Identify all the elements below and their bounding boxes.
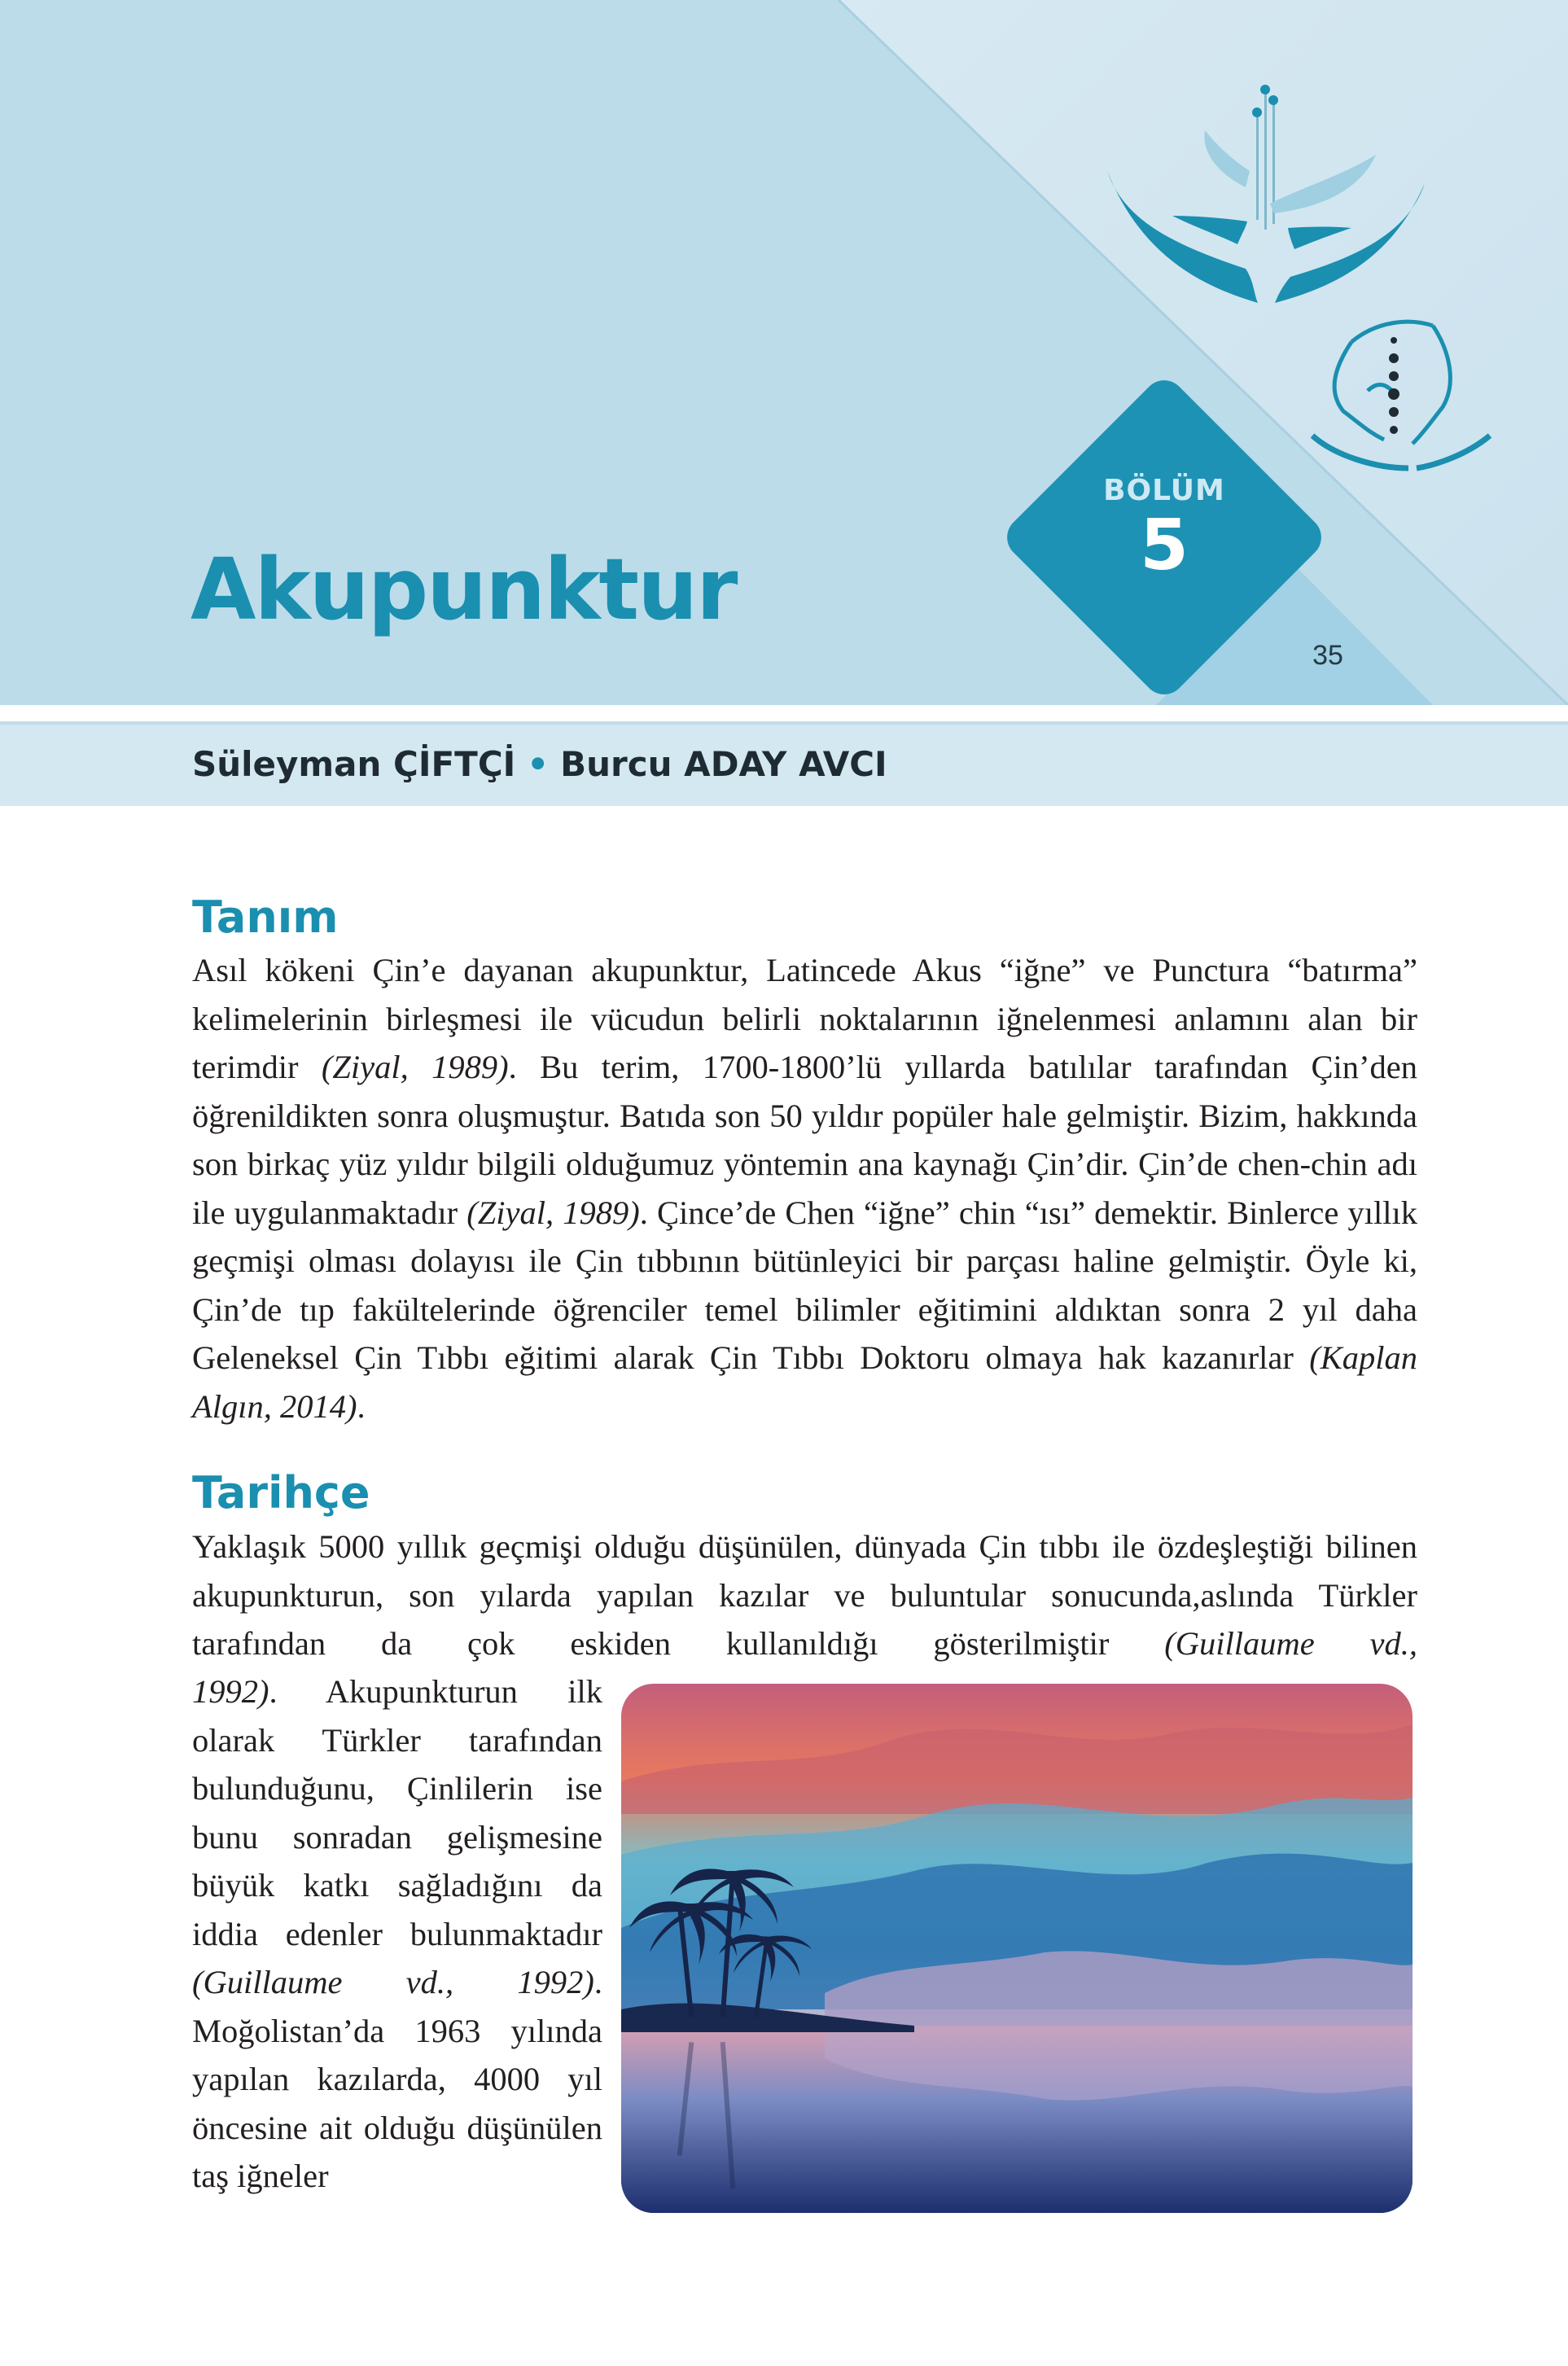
citation: (Ziyal, 1989) [321, 1049, 509, 1085]
text-run: . Moğolistan’da 1963 yılında yapılan kazılarda, 4000 yıl öncesine ait olduğu düşünülen taş iğneler [192, 1964, 602, 2194]
paragraph-tarihce-full [192, 1523, 1417, 1668]
author-separator: • [527, 744, 550, 784]
authors [192, 744, 887, 784]
section-heading-tanim: Tanım [192, 892, 339, 943]
author-second: Burcu ADAY AVCI [560, 744, 887, 784]
author-first: Süleyman ÇİFTÇİ [192, 744, 516, 784]
citation: (Guillaume vd., [1164, 1625, 1417, 1662]
paragraph-tarihce-wrap [192, 1667, 602, 2201]
text-run: . [357, 1387, 366, 1425]
section-heading-tarihce: Tarihçe [192, 1467, 370, 1518]
tropical-lake-sunset-image [621, 1684, 1413, 2213]
chapter-number: 5 [1140, 505, 1189, 586]
text-run: Yaklaşık 5000 yıllık geçmişi olduğu düşünülen, dünyada Çin tıbbı ile özdeşleştiği bilinen akupunkturun, son yılarda yapılan kazılar ve buluntular sonucunda,aslında Türkler tarafından da çok eskiden kullanıldığı gösterilmiştir [192, 1528, 1417, 1662]
paragraph-tanim [192, 946, 1417, 1431]
text-run: . Çince’de Chen “iğne” chin “ısı” demektir. Binlerce yıllık geçmişi olması dolayısı ile Çin tıbbının bütünleyici bir parçası haline gelmiştir. Öyle ki, Çin’de tıp fakültelerinde öğrenciler temel bilimler eğitimini aldıktan sonra 2 yıl daha Geleneksel Çin Tıbbı eğitimi alarak Çin Tıbbı Doktoru olmaya hak kazanırlar [192, 1194, 1417, 1376]
citation: (Guillaume vd., 1992) [192, 1964, 594, 2000]
text-run: . Bu terim, 1700-1800’lü yıllarda batılılar tarafından Çin’den öğrenildikten sonra oluşmuştur. Batıda son 50 yıldır popüler hale gelmiştir. Bizim, hakkında son birkaç yüz yıldır bilgili olduğumuz yöntemin ana kaynağı Çin’dir. Çin’de chen-chin adı ile uygulanmaktadır [192, 1049, 1417, 1231]
authors-bar [0, 721, 1568, 806]
chapter-badge-text [1083, 474, 1246, 586]
citation: (Ziyal, 1989) [466, 1194, 640, 1231]
citation: 1992) [192, 1673, 269, 1710]
text-run: . Akupunkturun ilk olarak Türkler tarafından bulunduğunu, Çinlilerin ise bunu sonradan gelişmesine büyük katkı sağladığını da iddia edenler bulunmaktadır [192, 1673, 602, 1952]
chapter-header [0, 0, 1568, 705]
page-number: 35 [1312, 640, 1343, 671]
citation: (Kaplan Algın, 2014) [192, 1339, 1417, 1425]
chapter-title: Akupunktur [191, 540, 737, 639]
chapter-label: BÖLÜM [1103, 474, 1225, 507]
text-run: Asıl kökeni Çin’e dayanan akupunktur, Latincede Akus “iğne” ve Punctura “batırma” kelimelerinin birleşmesi ile vücudun belirli noktalarının iğnelenmesi anlamını alan bir terimdir [192, 952, 1417, 1085]
